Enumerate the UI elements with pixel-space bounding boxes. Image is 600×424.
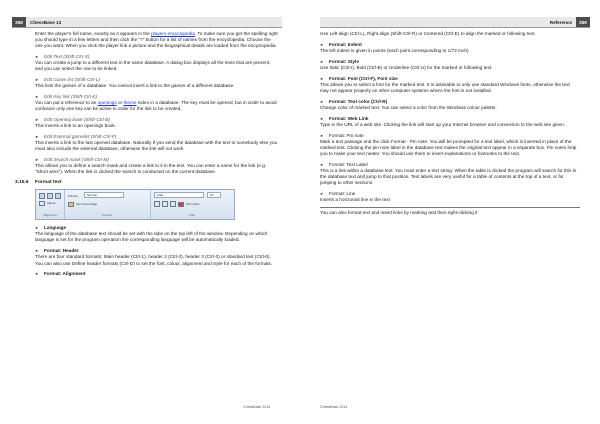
ribbon-group-label: Format	[102, 213, 112, 218]
bullet-icon: ►	[320, 115, 324, 121]
section-title: Format text	[35, 180, 62, 186]
entry-text: Inserts a horizontal line in the text	[320, 197, 390, 203]
format-dropdown: Normal	[84, 192, 124, 198]
section-heading	[15, 180, 279, 186]
right-page-header	[320, 17, 590, 28]
entry-text: This inserts a link to an openings book.	[35, 123, 117, 129]
right-page	[300, 0, 600, 424]
book-title: ChessBase 13	[26, 17, 282, 27]
bullet-icon: ►	[320, 132, 324, 138]
format-ribbon-screenshot	[35, 189, 235, 220]
left-page-header	[12, 17, 282, 28]
format-label: Format	[68, 194, 78, 199]
align-buttons	[39, 193, 63, 199]
entry-text: This lists the games of a database. You cannot insert a link to the games of a different database.	[35, 83, 235, 89]
right-page-body	[320, 31, 580, 217]
bullet-icon: ►	[35, 94, 39, 100]
openings-link[interactable]: openings	[97, 100, 117, 106]
entry-text: The language of the database text should be set with the tabs on the top left of the window. Depending on which language is set for the program operation the corresponding language will be automatically loaded.	[35, 231, 268, 243]
horizontal-rule	[320, 207, 580, 208]
font-dropdown: Arial	[154, 192, 204, 198]
players-encyclopedia-link[interactable]: players encyclopedia	[151, 31, 195, 36]
page-number: 359	[576, 17, 590, 27]
intro-paragraph: Enter the player's full name, exactly as it appears in the players encyclopedia. To make sure you get the spelling right you should type in a few letters and then click the "?" button for a list of names from the encyclopedia. Choose the one you want. When you click the player link a picture and the biographical details are loaded from the encyclopedia.	[35, 31, 278, 49]
entry-heading: ► Format: Alignment	[35, 271, 86, 277]
font-size-dropdown: 10	[207, 192, 221, 198]
entry-text: The left indent is given in points (each point corresponding to 1/72 Inch)	[320, 47, 469, 53]
bullet-icon: ►	[320, 75, 324, 81]
theme-link[interactable]: theme	[123, 100, 137, 106]
entry-text: This inserts a link to the last opened database. Naturally if you send the database with the text to somebody else you must also include the external database, otherwise the link will not work.	[35, 140, 278, 152]
bullet-icon: ►	[320, 162, 324, 168]
ribbon-group-format	[64, 190, 151, 219]
bullet-icon: ►	[320, 58, 324, 64]
entry-text: Change color of marked text. You can select a color from the Windows colour palette.	[320, 105, 497, 111]
entry-heading: ► Edit Search mask (Shift-Ctrl-M)	[35, 157, 109, 163]
text-color-button: Text Color	[178, 201, 200, 207]
entry-heading: ► Language	[35, 225, 67, 231]
entry-heading: ► Format: Line	[320, 191, 356, 197]
entry-heading: ► Edit Game list (Shift-Ctrl-L)	[35, 77, 100, 83]
closing-note: You can also format text and insert links by marking and then right-clicking it	[320, 210, 478, 216]
bullet-icon: ►	[35, 248, 39, 254]
bullet-icon: ►	[320, 41, 324, 47]
entry-text: You can create a jump to a different text in the same database. A dialog box displays all the texts that are present, and you can select the one to be linked.	[35, 60, 271, 72]
entry-text: Use Italic (Ctrl-I), Bold (Ctrl-B) or Underline (Ctrl-U) for the marked or following text.	[320, 64, 493, 70]
style-buttons	[154, 201, 178, 207]
entry-heading: ► Edit Text (Shift-Ctrl-X)	[35, 54, 90, 60]
section-number: 3.15.6	[15, 180, 29, 186]
entry-heading: ► Format: Text Label	[320, 162, 368, 168]
bullet-icon: ►	[35, 77, 39, 83]
entry-heading: ► Format: Text color (Ctrl-R)	[320, 98, 388, 104]
entry-text: Mark a text passage and the click Format - Pin note. You will be prompted for a text label, which is inserted in place of the marked text. Clicking the pin note label in the database text makes the original text appear in a separate box. Pin notes help you to make your text neater. You should use them to insert explanations or footnotes to the text.	[320, 139, 577, 157]
ribbon-group-font	[150, 190, 234, 219]
bullet-icon: ►	[35, 271, 39, 277]
bullet-icon: ►	[35, 157, 39, 163]
left-page-body	[15, 31, 279, 278]
entry-heading: ► Edit Opening book (Shift-Ctrl-B)	[35, 117, 110, 123]
page-footer: ChessBase 2014	[243, 405, 271, 409]
bullet-icon: ►	[35, 117, 39, 123]
entry-text: This allows you to define a search mask and create a link to it in the text. You can enter a name for the link (e.g. "Short wins"). When the link is clicked the search is conducted on the current database.	[35, 163, 267, 175]
entry-text: This is a link within a database text. You must enter a text string. When the table is clicked the program will search for this in the database text and jump to that position. Text labels are very useful for a table of contents at the top of a text, or for jumping to other sections.	[320, 168, 577, 186]
ribbon-group-alignment	[36, 190, 65, 219]
entry-heading: ► Edit Key link (Shift-Ctrl-K)	[35, 94, 98, 100]
bullet-icon: ►	[35, 225, 39, 231]
ribbon-group-label: Alignment	[43, 213, 57, 218]
entry-heading: ► Format: Font (Ctrl-F), Font size	[320, 75, 398, 81]
entry-heading: ► Format: Header	[35, 248, 79, 254]
entry-heading: ► Edit External gamelist (Shift-Ctrl-F)	[35, 134, 117, 140]
entry-text: There are four standard formats: Main header (Ctrl-1), header 2 (Ctrl-2), header 3 (Ctrl-3) or standard text (Ctrl-0). You can also use Define header formats (Ctrl-D) to set the font, colour, alignment and style for each of the formats.	[35, 254, 273, 266]
bullet-icon: ►	[35, 134, 39, 140]
set-cross-page-button: Set Cross Page	[68, 201, 97, 207]
bullet-icon: ►	[35, 54, 39, 60]
ribbon-group-label: Font	[188, 213, 195, 218]
entry-heading: ► Format: Pin note	[320, 132, 364, 138]
indent-button: Indent	[39, 200, 55, 206]
entry-heading: ► Format: Indent	[320, 41, 362, 47]
page-footer: ChessBase 2014	[320, 405, 348, 409]
chapter-title: Reference	[320, 17, 576, 27]
entry-text: This allows you to select a font for the marked text. It is advisable to only use standard Windows fonts, otherwise the text may not appear properly on other computer systems where the font is not installed.	[320, 81, 570, 94]
entry-heading: ► Format: Web Link	[320, 115, 369, 121]
entry-text: You can put a reference to an openings or theme index in a database. The key must be opened, but in order to avoid confusion only one key can be active in order for the link to be created.	[35, 100, 277, 112]
bullet-icon: ►	[320, 191, 324, 197]
bullet-icon: ►	[320, 98, 324, 104]
page-number: 358	[12, 17, 26, 27]
entry-heading: ► Format: Style	[320, 58, 359, 64]
entry-text: Type in the URL of a web site. Clicking the link will start up your Internet browser and connection to the web site given.	[320, 122, 566, 128]
intro-paragraph: Use Left align (Ctrl-L), Right align (Shift-Ctrl-R) or Centered (Ctrl-E) to align the marked or following text.	[320, 31, 536, 36]
